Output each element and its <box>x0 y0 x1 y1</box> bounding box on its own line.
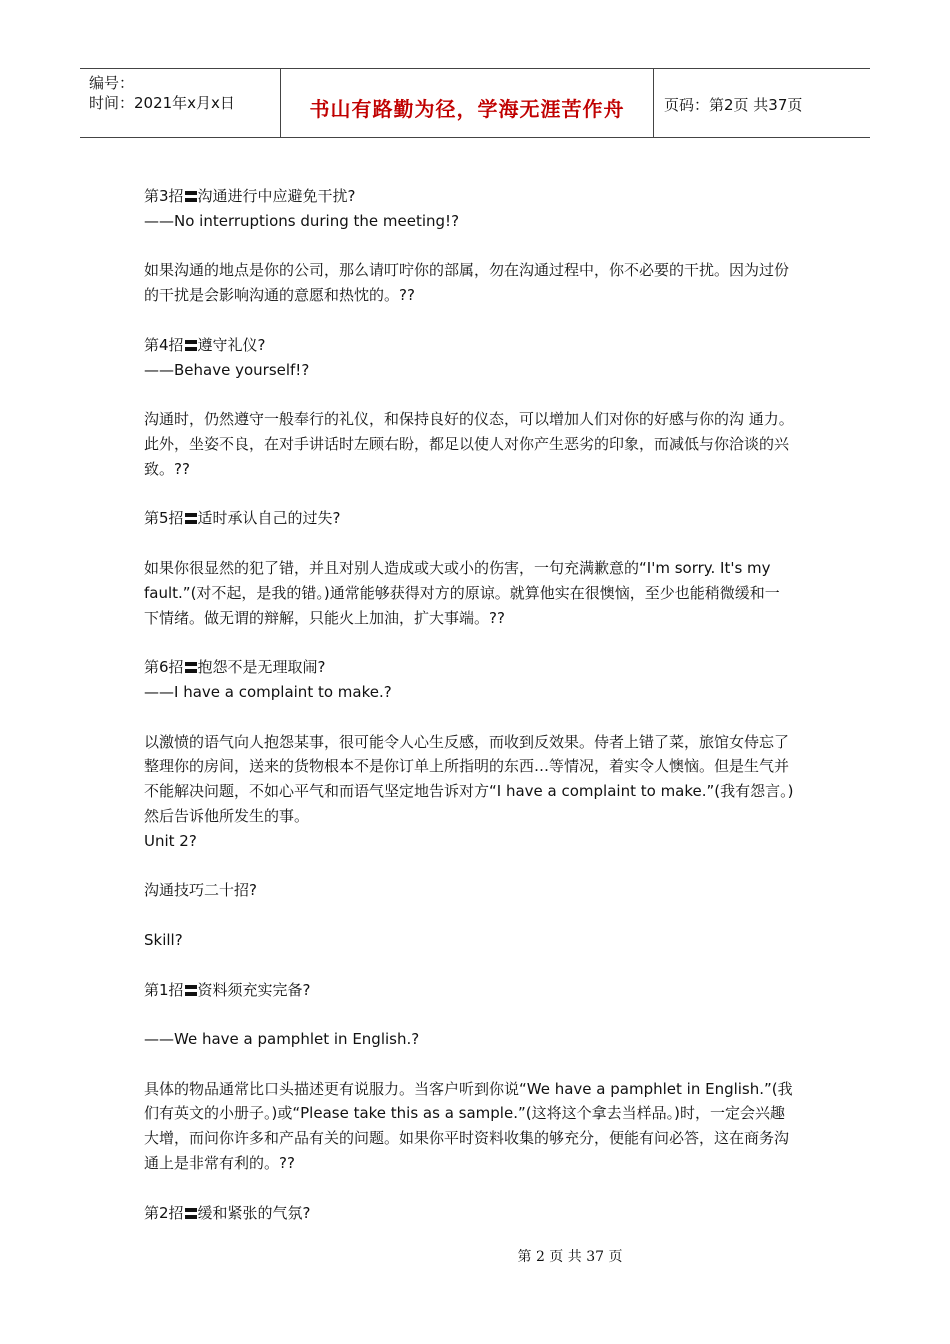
unit-heading: Unit 2? <box>144 831 197 850</box>
number-label: 编号： <box>89 74 135 92</box>
header-page-info: 页码：第2页 共37页 <box>664 95 803 114</box>
equals-icon <box>185 340 197 351</box>
section-paragraph: 如果沟通的地点是你的公司，那么请叮咛你的部属，勿在沟通过程中，你不必要的干扰。因为过份的干扰是会影响沟通的意愿和热忱的。?? <box>144 261 790 305</box>
header-motto: 书山有路勤为径，学海无涯苦作舟 <box>281 69 654 137</box>
page-header <box>80 68 870 138</box>
time-label: 时间：2021年x月x日 <box>89 94 235 112</box>
section-title: 第5招 适时承认自己的过失? <box>144 509 341 528</box>
section-paragraph: 沟通时，仍然遵守一般奉行的礼仪，和保持良好的仪态，可以增加人们对你的好感与你的沟 通力。此外，坐姿不良，在对手讲话时左顾右盼，都足以使人对你产生恶劣的印象，而减低与你洽谈的兴致。?? <box>144 410 794 478</box>
section-english-phrase: ——Behave yourself!? <box>144 360 310 379</box>
section-title: 第3招 沟通进行中应避免干扰? <box>144 187 356 205</box>
section-english-phrase: ——We have a pamphlet in English.? <box>144 1030 420 1049</box>
skills-title: 沟通技巧二十招? <box>144 881 257 900</box>
equals-icon <box>185 662 197 673</box>
section-title: 第6招 抱怨不是无理取闹? <box>144 658 326 677</box>
section-title: 第2招 缓和紧张的气氛? <box>144 1203 311 1222</box>
section-title: 第1招 资料须充实完备? <box>144 980 311 999</box>
equals-icon <box>185 513 197 524</box>
document-body <box>144 184 794 1225</box>
section-paragraph: 以激愤的语气向人抱怨某事，很可能令人心生反感，而收到反效果。侍者上错了菜，旅馆女侍忘了整理你的房间，送来的货物根本不是你订单上所指明的东西…等情况，着实令人懊恼。但是生气并不能解决问题，不如心平气和而语气坚定地告诉对方“I have a complaint to make.”(我有怨言。)然后告诉他所发生的事。 <box>144 732 794 825</box>
section-english-phrase: ——No interruptions during the meeting!? <box>144 211 460 230</box>
section-paragraph: 如果你很显然的犯了错，并且对别人造成或大或小的伤害，一句充满歉意的“I'm sorry. It's my fault.”(对不起，是我的错。)通常能够获得对方的原谅。就算他实在很懊恼，至少也能稍微缓和一下情绪。做无谓的辩解，只能火上加油，扩大事端。?? <box>144 558 780 627</box>
equals-icon <box>185 985 197 996</box>
header-meta <box>80 69 281 137</box>
section-title: 第4招 遵守礼仪? <box>144 335 266 354</box>
equals-icon <box>185 1208 197 1219</box>
section-english-phrase: ——I have a complaint to make.? <box>144 682 392 701</box>
equals-icon <box>185 191 197 202</box>
skill-label: Skill? <box>144 930 183 949</box>
section-paragraph: 具体的物品通常比口头描述更有说服力。当客户听到你说“We have a pamphlet in English.”(我们有英文的小册子。)或“Please take this as a sample.”(这将这个拿去当样品。)时，一定会兴趣大增，而问你许多和产品有关的问题。如果你平时资料收集的够充分，便能有问必答，这在商务沟通上是非常有利的。?? <box>144 1079 793 1173</box>
page-footer: 第 2 页 共 37 页 <box>517 1249 623 1265</box>
